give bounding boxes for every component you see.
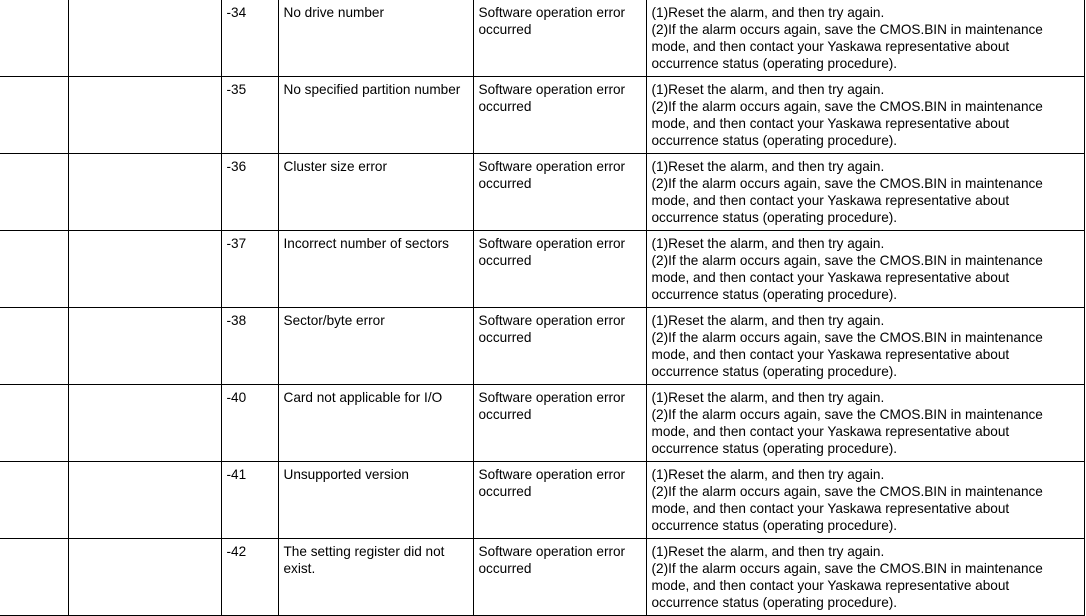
sub-code-cell: -38 [221,308,278,385]
sub-code-cell: -37 [221,231,278,308]
remedy-step: (1)Reset the alarm, and then try again. [651,5,885,20]
alarm-name-cell: Cluster size error [278,154,473,231]
remedy-step: (1)Reset the alarm, and then try again. [651,467,885,482]
remedy-step: (1)Reset the alarm, and then try again. [651,544,885,559]
blank-cell [0,154,68,231]
table-row [0,231,1084,308]
remedy-step: (2)If the alarm occurs again, save the CMOS.BIN in maintenance mode, and then contact your Yaskawa representative about occurrence status (operating procedure). [651,407,1043,456]
blank-cell [68,308,221,385]
table-row [0,462,1084,539]
remedy-cell [646,154,1084,231]
table-row [0,0,1084,77]
alarm-name-cell: Incorrect number of sectors [278,231,473,308]
remedy-step: (2)If the alarm occurs again, save the CMOS.BIN in maintenance mode, and then contact your Yaskawa representative about occurrence status (operating procedure). [651,22,1043,71]
blank-cell [0,77,68,154]
blank-cell [0,385,68,462]
cause-cell: Software operation error occurred [473,539,646,616]
alarm-name-cell: No drive number [278,0,473,77]
cause-cell: Software operation error occurred [473,385,646,462]
remedy-step: (2)If the alarm occurs again, save the CMOS.BIN in maintenance mode, and then contact your Yaskawa representative about occurrence status (operating procedure). [651,330,1043,379]
alarm-name-cell: The setting register did not exist. [278,539,473,616]
blank-cell [0,0,68,77]
remedy-cell [646,462,1084,539]
remedy-cell [646,308,1084,385]
alarm-name-cell: Sector/byte error [278,308,473,385]
remedy-step: (1)Reset the alarm, and then try again. [651,313,885,328]
sub-code-cell: -36 [221,154,278,231]
remedy-step: (1)Reset the alarm, and then try again. [651,159,885,174]
sub-code-cell: -34 [221,0,278,77]
blank-cell [68,154,221,231]
table-row [0,539,1084,616]
cause-cell: Software operation error occurred [473,308,646,385]
remedy-cell [646,231,1084,308]
remedy-step: (2)If the alarm occurs again, save the CMOS.BIN in maintenance mode, and then contact your Yaskawa representative about occurrence status (operating procedure). [651,253,1043,302]
sub-code-cell: -41 [221,462,278,539]
blank-cell [68,385,221,462]
alarm-name-cell: Card not applicable for I/O [278,385,473,462]
blank-cell [0,462,68,539]
table-row [0,385,1084,462]
cause-cell: Software operation error occurred [473,154,646,231]
table-row [0,77,1084,154]
blank-cell [0,231,68,308]
remedy-step: (1)Reset the alarm, and then try again. [651,236,885,251]
cause-cell: Software operation error occurred [473,231,646,308]
remedy-cell [646,0,1084,77]
cause-cell: Software operation error occurred [473,462,646,539]
cause-cell: Software operation error occurred [473,0,646,77]
blank-cell [68,77,221,154]
table-row [0,308,1084,385]
remedy-step: (2)If the alarm occurs again, save the CMOS.BIN in maintenance mode, and then contact your Yaskawa representative about occurrence status (operating procedure). [651,561,1043,610]
blank-cell [68,462,221,539]
alarm-name-cell: Unsupported version [278,462,473,539]
table-row [0,154,1084,231]
remedy-step: (1)Reset the alarm, and then try again. [651,390,885,405]
blank-cell [68,0,221,77]
remedy-cell [646,385,1084,462]
remedy-step: (2)If the alarm occurs again, save the CMOS.BIN in maintenance mode, and then contact your Yaskawa representative about occurrence status (operating procedure). [651,99,1043,148]
remedy-step: (2)If the alarm occurs again, save the CMOS.BIN in maintenance mode, and then contact your Yaskawa representative about occurrence status (operating procedure). [651,484,1043,533]
remedy-step: (2)If the alarm occurs again, save the CMOS.BIN in maintenance mode, and then contact your Yaskawa representative about occurrence status (operating procedure). [651,176,1043,225]
sub-code-cell: -35 [221,77,278,154]
remedy-cell [646,77,1084,154]
remedy-step: (1)Reset the alarm, and then try again. [651,82,885,97]
sub-code-cell: -42 [221,539,278,616]
blank-cell [68,539,221,616]
blank-cell [68,231,221,308]
blank-cell [0,308,68,385]
blank-cell [0,539,68,616]
cause-cell: Software operation error occurred [473,77,646,154]
alarm-name-cell: No specified partition number [278,77,473,154]
sub-code-cell: -40 [221,385,278,462]
remedy-cell [646,539,1084,616]
